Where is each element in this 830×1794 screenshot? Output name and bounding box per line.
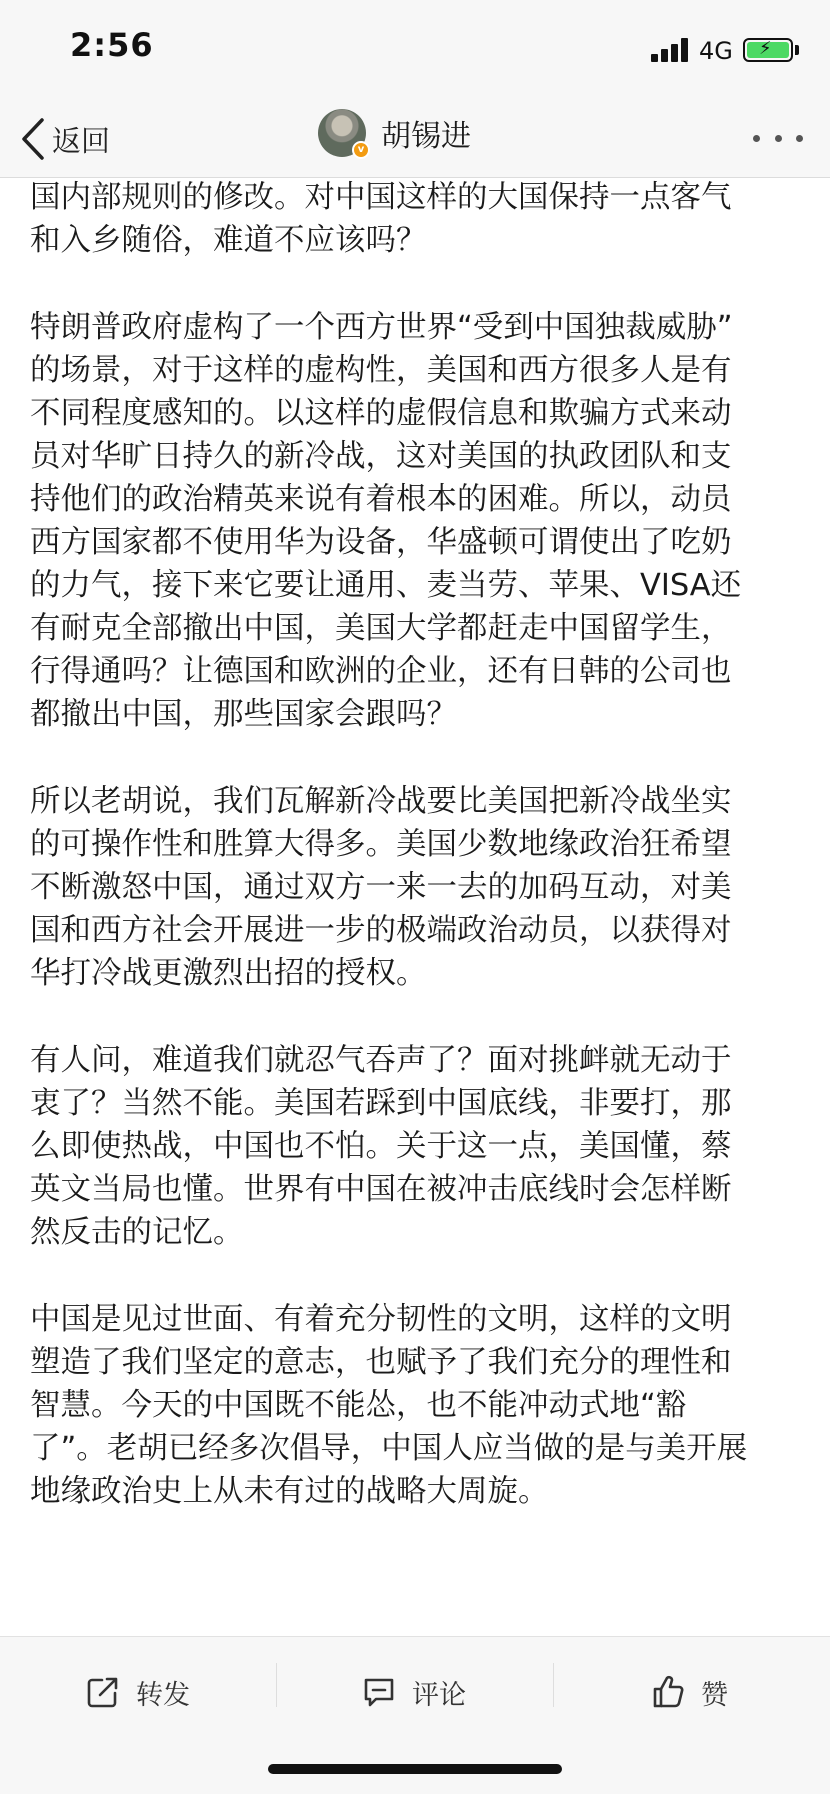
chevron-left-icon	[20, 117, 46, 161]
text-line: 的可操作性和胜算大得多。美国少数地缘政治狂希望	[30, 827, 732, 862]
thumbs-up-icon	[651, 1675, 685, 1709]
back-label: 返回	[52, 123, 111, 158]
share-icon	[86, 1675, 120, 1709]
text-line: 国内部规则的修改。对中国这样的大国保持一点客气	[30, 180, 732, 215]
text-line: 英文当局也懂。世界有中国在被冲击底线时会怎样断	[30, 1172, 732, 1207]
text-line: 了”。老胡已经多次倡导，中国人应当做的是与美开展	[30, 1431, 748, 1466]
text-line: 国和西方社会开展进一步的极端政治动员，以获得对	[30, 913, 732, 948]
text-line: 有耐克全部撤出中国，美国大学都赶走中国留学生，	[30, 611, 732, 646]
text-line: 中国是见过世面、有着充分韧性的文明，这样的文明	[30, 1302, 732, 1337]
text-line: 不断激怒中国，通过双方一来一去的加码互动，对美	[30, 870, 732, 905]
cellular-signal-icon	[651, 38, 691, 62]
text-line: 华打冷战更激烈出招的授权。	[30, 956, 427, 991]
paragraph	[30, 306, 800, 736]
text-line: 持他们的政治精英来说有着根本的困难。所以，动员	[30, 482, 732, 517]
text-line: 所以老胡说，我们瓦解新冷战要比美国把新冷战坐实	[30, 784, 732, 819]
text-line: 员对华旷日持久的新冷战，这对美国的执政团队和支	[30, 439, 732, 474]
avatar[interactable]	[318, 109, 366, 157]
network-type: 4G	[699, 37, 733, 65]
comment-button[interactable]	[362, 1667, 466, 1717]
text-line: 都撤出中国，那些国家会跟吗？	[30, 697, 457, 732]
text-line: 然反击的记忆。	[30, 1215, 244, 1250]
text-line: 的场景，对于这样的虚构性，美国和西方很多人是有	[30, 353, 732, 388]
text-line: 么即使热战，中国也不怕。关于这一点，美国懂，蔡	[30, 1129, 732, 1164]
text-line: 不同程度感知的。以这样的虚假信息和欺骗方式来动	[30, 396, 732, 431]
paragraph	[30, 176, 800, 262]
author-header[interactable]	[318, 109, 471, 157]
paragraph	[30, 780, 800, 995]
text-line: 衷了？当然不能。美国若踩到中国底线，非要打，那	[30, 1086, 732, 1121]
back-button[interactable]	[20, 112, 110, 166]
like-button[interactable]	[651, 1667, 728, 1717]
text-line: 西方国家都不使用华为设备，华盛顿可谓使出了吃奶	[30, 525, 732, 560]
divider	[553, 1663, 554, 1707]
home-indicator[interactable]	[268, 1764, 562, 1774]
text-line: 有人问，难道我们就忍气吞声了？面对挑衅就无动于	[30, 1043, 732, 1078]
nav-bar	[0, 100, 830, 178]
repost-button[interactable]	[86, 1667, 190, 1717]
more-dots-icon	[753, 135, 760, 142]
text-line: 特朗普政府虚构了一个西方世界“受到中国独裁威胁”	[30, 310, 733, 345]
text-line: 地缘政治史上从未有过的战略大周旋。	[30, 1474, 549, 1509]
comment-label: 评论	[412, 1679, 466, 1711]
text-line: 塑造了我们坚定的意志，也赋予了我们充分的理性和	[30, 1345, 732, 1380]
charging-bolt-icon: ⚡	[759, 38, 772, 59]
battery-icon	[743, 38, 793, 62]
status-time: 2:56	[70, 26, 154, 64]
text-line: 行得通吗？让德国和欧洲的企业，还有日韩的公司也	[30, 654, 732, 689]
more-options-button[interactable]	[753, 130, 803, 146]
paragraph	[30, 1039, 800, 1254]
text-line: 的力气，接下来它要让通用、麦当劳、苹果、VISA还	[30, 568, 742, 603]
paragraph	[30, 1298, 800, 1513]
battery-tip	[795, 45, 799, 55]
divider	[276, 1663, 277, 1707]
verified-badge-icon: v	[352, 141, 370, 159]
text-line: 智慧。今天的中国既不能怂，也不能冲动式地“豁	[30, 1388, 687, 1423]
post-content	[30, 176, 800, 1513]
author-name[interactable]: 胡锡进	[381, 119, 471, 154]
status-bar	[0, 0, 830, 100]
like-label: 赞	[701, 1679, 728, 1711]
repost-label: 转发	[136, 1679, 190, 1711]
text-line: 和入乡随俗，难道不应该吗？	[30, 223, 427, 258]
comment-icon	[362, 1675, 396, 1709]
